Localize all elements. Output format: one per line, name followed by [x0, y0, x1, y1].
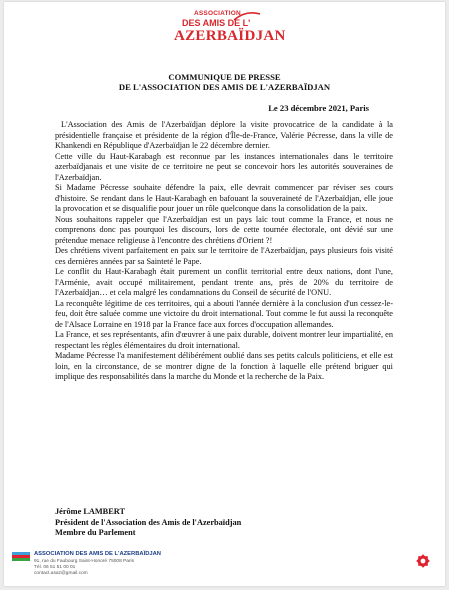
signature-block	[55, 507, 241, 539]
association-logo	[174, 10, 284, 50]
paragraph: Cette ville du Haut-Karabagh est reconnue par les instances internationales dans le territoire azerbaïdjanais et une visite de ce territoire ne peut se concevoir hors les autorités souveraines de l'Azerbaïdjan.	[55, 151, 393, 182]
press-release-body	[55, 120, 393, 383]
paragraph: La France, et ses représentants, afin d'œuvrer à une paix durable, doivent montrer leur impartialité, en respectant les règles élémentaires du droit international.	[55, 330, 393, 350]
logo-line-1: ASSOCIATION	[194, 10, 241, 17]
paragraph: Le conflit du Haut-Karabagh était purement un conflit territorial entre deux nations, dont l'une, l'Arménie, avait occupé militairement, pendant trente ans, près de 20% du territoire de l'Azerbaïdjan… et cela malgré les condamnations du Conseil de sécurité de l'ONU.	[55, 267, 393, 297]
press-release-title: COMMUNIQUE DE PRESSE	[168, 72, 281, 82]
release-date: Le 23 décembre 2021, Paris	[268, 103, 369, 113]
footer-phone: Tél. 06 51 51 00 01	[34, 565, 76, 570]
eight-pointed-star-icon	[415, 553, 431, 569]
paragraph: Des chrétiens vivent parfaitement en paix sur le territoire de l'Azerbaïdjan, pays plusieurs fois visité ces dernières années par sa Sainteté le Pape.	[55, 246, 393, 266]
paragraph: Si Madame Pécresse souhaite défendre la paix, elle devrait commencer par réviser ses cours d'histoire. Se rendant dans le Haut-Karabagh en bafouant la souveraineté de l'Azerbaïdjan, elle joue la provocation et se disqualifie pour jouer un rôle quelconque dans la consolidation de la paix.	[55, 183, 393, 213]
logo-line-3: AZERBAÏDJAN	[174, 28, 286, 44]
signatory-title: Membre du Parlement	[55, 528, 136, 537]
paragraph: L'Association des Amis de l'Azerbaïdjan déplore la visite provocatrice de la candidate à la présidentielle française et présidente de la région d'Île-de-France, Valérie Pécresse, dans la ville de Khankendi en République d'Azerbaïdjan le 22 décembre dernier.	[55, 120, 393, 150]
press-release-subtitle: DE L'ASSOCIATION DES AMIS DE L'AZERBAÏDJAN	[118, 82, 331, 92]
footer-address: 91, rue du Faubourg Saint-Honoré 75008 Paris	[34, 559, 134, 564]
paragraph: Nous souhaitons rappeler que l'Azerbaïdjan est un pays laïc tout comme la France, et nous ne comprenons donc pas pourquoi les discours, lors de cette tournée électorale, ont dévié sur une prétendue menace religieuse à l'encontre des chrétiens d'Orient ?!	[55, 214, 393, 245]
document-page	[4, 2, 445, 586]
signatory-role: Président de l'Association des Amis de l'Azerbaïdjan	[55, 517, 242, 527]
logo-line-2: DES AMIS DE L'	[182, 18, 251, 28]
azerbaijan-flag-icon	[12, 552, 30, 561]
letterhead-footer	[12, 550, 437, 580]
footer-org-name: ASSOCIATION DES AMIS DE L'AZERBAÏDJAN	[34, 551, 161, 557]
paragraph: Madame Pécresse l'a manifestement délibérément oublié dans ses petits calculs politiciens, et elle est loin, en la circonstance, de se montrer digne de la fonction à laquelle elle prétend briguer qui implique des responsabilités dans la marche du Monde et la recherche de la Paix.	[55, 351, 393, 381]
footer-email: contact.asaz@gmail.com	[34, 571, 88, 576]
paragraph: La reconquête légitime de ces territoires, qui a abouti l'année dernière à la conclusion d'un cessez-le-feu, doit être saluée comme une victoire du droit international. Tout comme le fut aussi la reconquête de l'Alsace Lorraine en 1918 par la France face aux forces d'occupation allemandes.	[55, 298, 393, 329]
signatory-name: Jérôme LAMBERT	[55, 507, 125, 516]
